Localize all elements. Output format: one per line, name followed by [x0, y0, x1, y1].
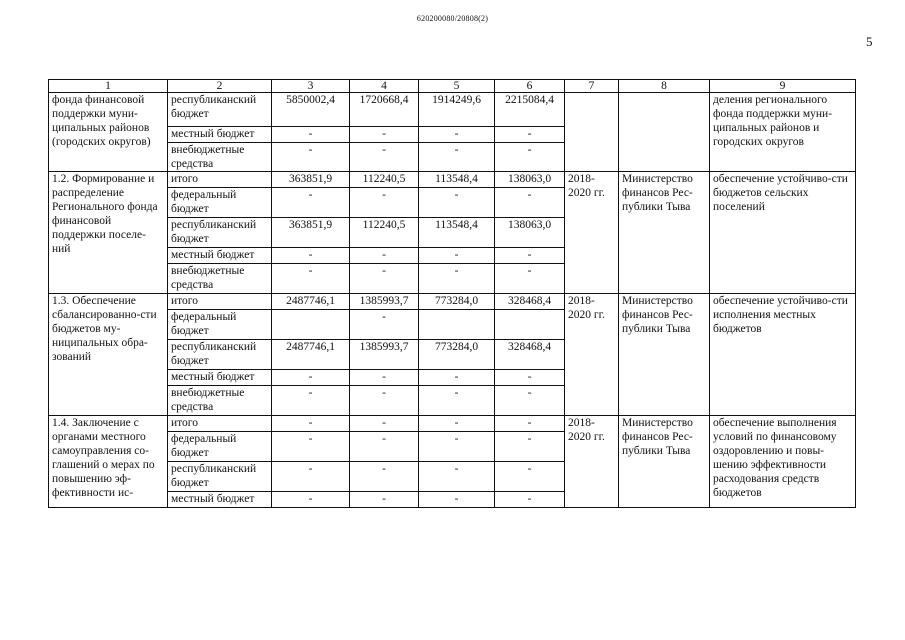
column-number: 9 [710, 80, 856, 93]
document-code: 620200080/20808(2) [416, 14, 489, 23]
amount-cell: 773284,0 [419, 294, 495, 310]
table-row [49, 93, 856, 127]
amount-cell: - [272, 248, 350, 264]
amount-cell: 113548,4 [419, 218, 495, 248]
amount-cell [495, 310, 565, 340]
measure-name: 1.4. Заключение с органами местного самоуправления со-глашений о мерах по повышению эф-фективности ис- [49, 416, 168, 508]
amount-cell: 5850002,4 [272, 93, 350, 127]
measure-name: 1.3. Обеспечение сбалансированно-сти бюджетов му-ниципальных обра-зований [49, 294, 168, 416]
amount-cell: - [495, 248, 565, 264]
amount-cell: - [495, 127, 565, 143]
period-cell: 2018-2020 гг. [565, 416, 619, 508]
amount-cell: 113548,4 [419, 172, 495, 188]
column-number: 7 [565, 80, 619, 93]
amount-cell: 1720668,4 [350, 93, 419, 127]
amount-cell: 2487746,1 [272, 340, 350, 370]
amount-cell: - [350, 127, 419, 143]
page-number: 5 [866, 34, 873, 49]
amount-cell [419, 310, 495, 340]
result-cell: обеспечение выполнения условий по финансовому оздоровлению и повы-шению эффективности расходования средств бюджетов [710, 416, 856, 508]
amount-cell: - [272, 264, 350, 294]
amount-cell: - [272, 143, 350, 172]
amount-cell: - [419, 127, 495, 143]
result-cell: обеспечение устойчиво-сти бюджетов сельских поселений [710, 172, 856, 294]
amount-cell: - [272, 416, 350, 432]
funding-source: итого [168, 172, 272, 188]
funding-source: итого [168, 294, 272, 310]
amount-cell: - [419, 370, 495, 386]
amount-cell: 2215084,4 [495, 93, 565, 127]
amount-cell: - [495, 370, 565, 386]
amount-cell: 112240,5 [350, 172, 419, 188]
amount-cell: 1385993,7 [350, 340, 419, 370]
funding-source: внебюджетные средства [168, 386, 272, 416]
column-number: 1 [49, 80, 168, 93]
period-cell [565, 93, 619, 172]
funding-source: федеральный бюджет [168, 188, 272, 218]
amount-cell: 138063,0 [495, 172, 565, 188]
executor-cell: Министерство финансов Рес-публики Тыва [619, 294, 710, 416]
amount-cell: - [350, 188, 419, 218]
amount-cell: 1914249,6 [419, 93, 495, 127]
amount-cell: - [350, 492, 419, 508]
funding-source: внебюджетные средства [168, 143, 272, 172]
table-row [49, 416, 856, 432]
amount-cell: - [495, 386, 565, 416]
executor-cell: Министерство финансов Рес-публики Тыва [619, 416, 710, 508]
amount-cell: - [350, 248, 419, 264]
column-number-row [49, 80, 856, 93]
result-cell: деления регионального фонда поддержки муни-ципальных районов и городских округов [710, 93, 856, 172]
amount-cell: - [495, 416, 565, 432]
measure-name: 1.2. Формирование и распределение Регионального фонда финансовой поддержки поселе-ний [49, 172, 168, 294]
amount-cell: - [272, 462, 350, 492]
budget-table [48, 79, 856, 508]
amount-cell: - [419, 386, 495, 416]
column-number: 3 [272, 80, 350, 93]
amount-cell: 773284,0 [419, 340, 495, 370]
amount-cell: - [495, 143, 565, 172]
funding-source: внебюджетные средства [168, 264, 272, 294]
amount-cell: - [419, 462, 495, 492]
amount-cell: - [350, 143, 419, 172]
funding-source: республиканский бюджет [168, 462, 272, 492]
funding-source: республиканский бюджет [168, 340, 272, 370]
amount-cell: - [495, 462, 565, 492]
amount-cell: - [272, 492, 350, 508]
funding-source: местный бюджет [168, 492, 272, 508]
table-row [49, 172, 856, 188]
column-number: 5 [419, 80, 495, 93]
amount-cell: - [495, 188, 565, 218]
amount-cell: - [419, 492, 495, 508]
amount-cell: - [419, 143, 495, 172]
funding-source: республиканский бюджет [168, 93, 272, 127]
amount-cell: 2487746,1 [272, 294, 350, 310]
amount-cell: - [419, 432, 495, 462]
period-cell: 2018-2020 гг. [565, 294, 619, 416]
amount-cell: - [419, 264, 495, 294]
funding-source: местный бюджет [168, 127, 272, 143]
amount-cell: 363851,9 [272, 218, 350, 248]
amount-cell: - [419, 248, 495, 264]
result-cell: обеспечение устойчиво-сти исполнения местных бюджетов [710, 294, 856, 416]
amount-cell: - [272, 370, 350, 386]
amount-cell: 138063,0 [495, 218, 565, 248]
amount-cell: - [272, 188, 350, 218]
period-cell: 2018-2020 гг. [565, 172, 619, 294]
amount-cell: - [272, 432, 350, 462]
funding-source: федеральный бюджет [168, 432, 272, 462]
amount-cell: - [419, 188, 495, 218]
column-number: 2 [168, 80, 272, 93]
amount-cell: - [495, 264, 565, 294]
amount-cell: 328468,4 [495, 294, 565, 310]
amount-cell: - [495, 492, 565, 508]
amount-cell: 112240,5 [350, 218, 419, 248]
amount-cell: - [272, 127, 350, 143]
funding-source: местный бюджет [168, 248, 272, 264]
amount-cell: - [272, 386, 350, 416]
funding-source: республиканский бюджет [168, 218, 272, 248]
executor-cell: Министерство финансов Рес-публики Тыва [619, 172, 710, 294]
funding-source: федеральный бюджет [168, 310, 272, 340]
amount-cell: - [419, 416, 495, 432]
funding-source: итого [168, 416, 272, 432]
executor-cell [619, 93, 710, 172]
amount-cell: - [495, 432, 565, 462]
amount-cell: - [350, 386, 419, 416]
amount-cell: 363851,9 [272, 172, 350, 188]
funding-source: местный бюджет [168, 370, 272, 386]
measure-name: фонда финансовой поддержки муни-ципальных районов (городских округов) [49, 93, 168, 172]
amount-cell: - [350, 416, 419, 432]
amount-cell: 328468,4 [495, 340, 565, 370]
amount-cell: - [350, 432, 419, 462]
column-number: 4 [350, 80, 419, 93]
amount-cell: - [350, 370, 419, 386]
amount-cell: - [350, 264, 419, 294]
amount-cell: - [350, 462, 419, 492]
column-number: 6 [495, 80, 565, 93]
amount-cell: - [350, 310, 419, 340]
amount-cell: 1385993,7 [350, 294, 419, 310]
table-row [49, 294, 856, 310]
column-number: 8 [619, 80, 710, 93]
amount-cell [272, 310, 350, 340]
